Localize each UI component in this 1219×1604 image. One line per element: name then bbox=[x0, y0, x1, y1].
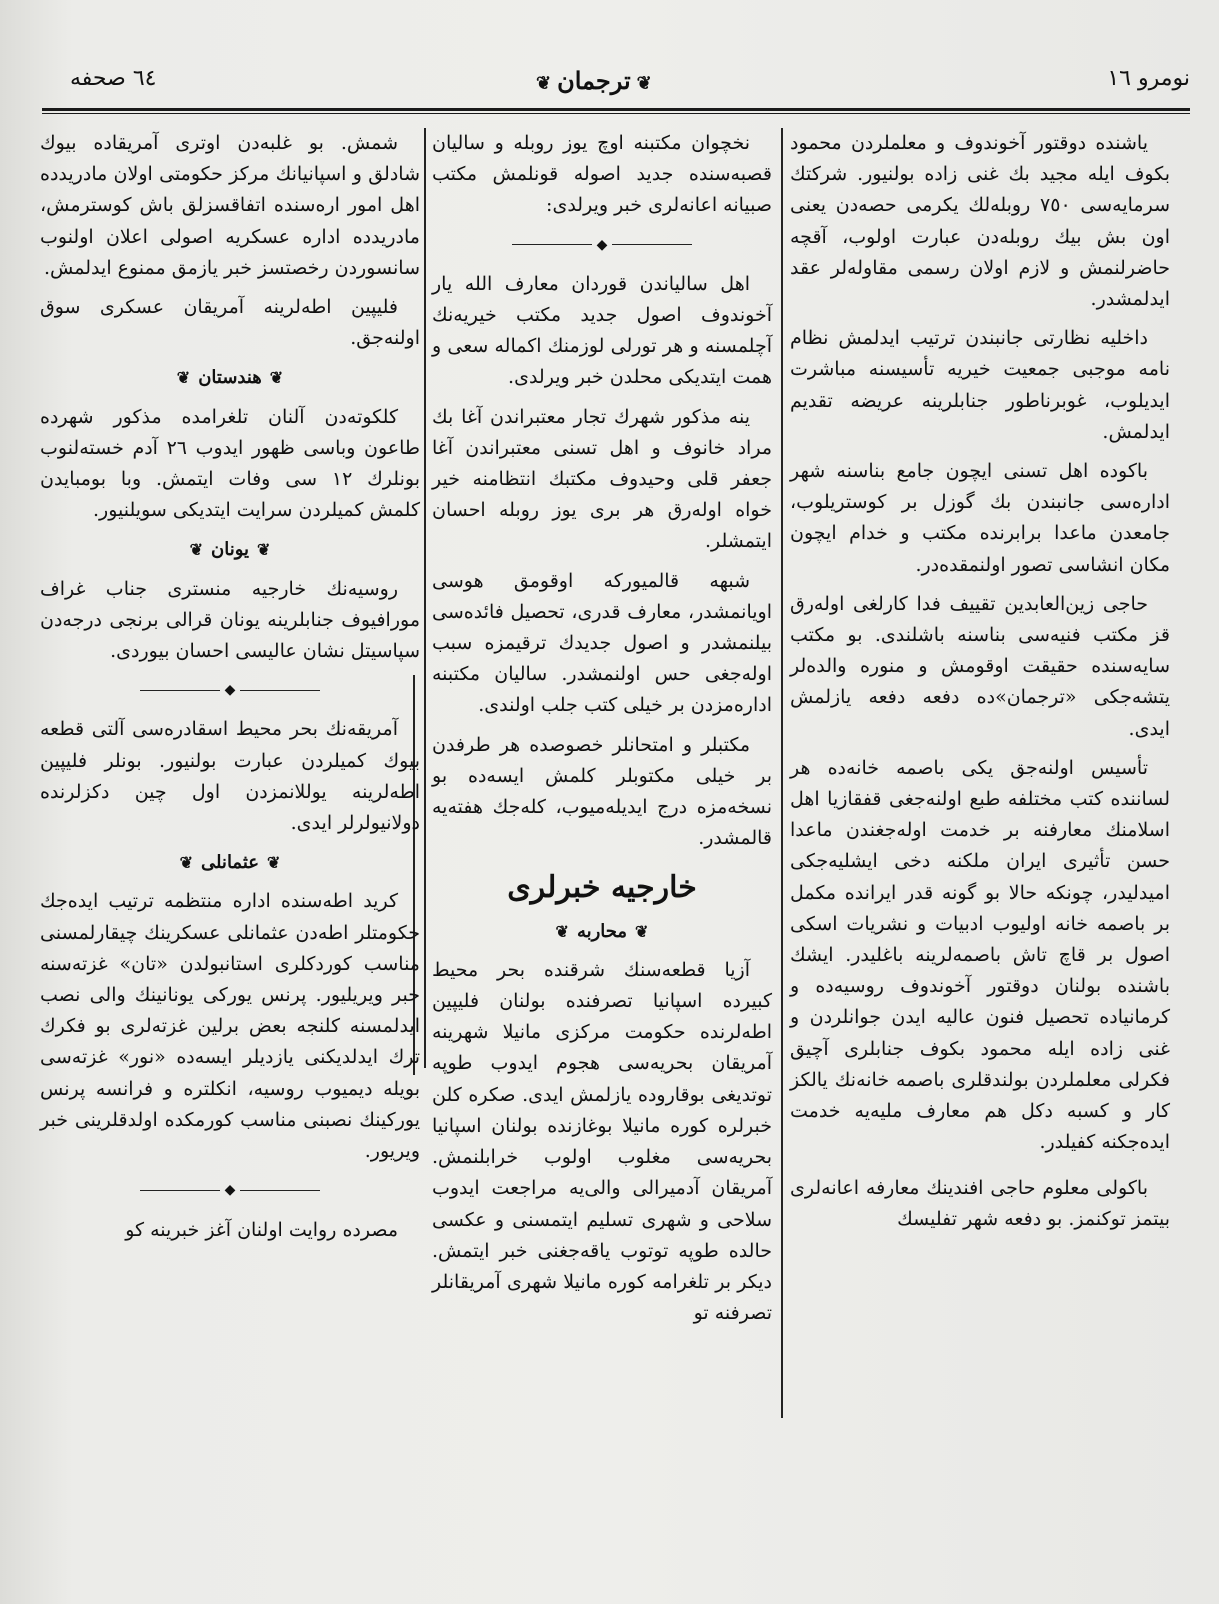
column-middle bbox=[432, 128, 772, 1588]
paragraph: تأسیس اولنه‌جق یکی باصمه خانه‌ده هر لساننده کتب مختلفه طبع اولنه‌جغی قفقازیا اهل اسلامنك معارفنه بر خدمت اوله‌جغندن ماعدا حسن تأثیری ایران ملکنه دخی ایشلیه‌جکی امیدلیدر، چونکه حالا بو گونه قدر ایرانده مکمل بر باصمه خانه اولیوب ادبیات و نشریات اسکی اصول بر قاچ تاش باصمه‌لرینه باغلیدر. ایشك باشنده بولنان دوقتور آخوندوف روسیه‌ده و کرمانیاده تحصیل فنون عالیه ایدن جوانلردن و غنی زاده ایله محمود بکوف جنابلری آچیق فکرلی معلملردن بولندقلری باصمه خانه‌نك یالکز کار و کسبه دکل هم معارف ملیه‌یه خدمت ایده‌جکنه کفیلدر. bbox=[790, 756, 1170, 1154]
subsection-heading-text: هندستان bbox=[198, 367, 262, 389]
paragraph: ینه مذکور شهرك تجار معتبراندن آغا بك مراد خانوف و اهل تسنی معتبراندن آغا جعفر قلی وحیدوف مکتبك انتظامنه خیر خواه اوله‌رق هر بری یوز روبله احسان ایتمشلر. bbox=[432, 405, 772, 553]
paragraph: اهل سالیاندن قوردان معارف الله یار آخوندوف اصول جدید مکتب خیریه‌نك آچلمسنه و هر تورلی لوزمنك اکماله سعی و همت ایتدیکی محلدن خبر ویرلدی. bbox=[432, 272, 772, 389]
paragraph: شمش. بو غلبه‌دن اوتری آمریقاده بیوك شادلق و اسپانیانك مرکز حکومتی اولان مادریدده اهل امور اره‌سنده اتفاقسزلق باش کوسترمش، مادریدده اداره عسکریه اصولی اعلان اولنوب سانسوردن رخصتسز خبر یازمق ممنوع ایدلمش. bbox=[40, 132, 420, 279]
paragraph: نخچوان مکتبنه اوچ یوز روبله و سالیان قصبه‌سنده جدید اصوله قونلمش مکتب صبیانه اعانه‌لری خبر ویرلدی: bbox=[432, 132, 772, 217]
ornament-icon: ❦ bbox=[179, 853, 193, 873]
ornament-icon: ❦ bbox=[635, 921, 649, 941]
paragraph: مصرده روایت اولنان آغز خبرینه کو bbox=[125, 1218, 398, 1241]
ornament-icon: ❦ bbox=[257, 540, 271, 560]
subsection-heading-india bbox=[40, 362, 420, 393]
paragraph: کلکوته‌دن آلنان تلغرامده مذکور شهرده طاعون وباسی ظهور ایدوب ٢٦ آدم خسته‌لنوب بونلرك ١٢ سی وفات ایتمش. وبا بومبایدن کلمش کمیلردن سرایت ایتدیکی سویلنیور. bbox=[40, 405, 421, 522]
page-header bbox=[40, 62, 1190, 102]
ornament-icon: ❦ bbox=[267, 853, 281, 873]
paragraph: شبهه قالمیورکه اوقومق هوسی اویانمشدر، معارف قدری، تحصیل فائده‌سی بیلنمشدر و اصول جدیدك ترقیمزه سبب اوله‌جغی حس اولنمشدر. سالیان مکتبنه اداره‌مزدن بر خیلی کتب جلب اولندی. bbox=[432, 569, 772, 717]
ornament-icon: ❦ bbox=[269, 368, 284, 388]
header-rule bbox=[42, 108, 1190, 111]
section-divider: ◆ bbox=[40, 1175, 420, 1206]
paragraph: روسیه‌نك خارجیه منستری جناب غراف مورافیوف جنابلرینه یونان قرالی برنجی درجه‌دن سپاسیتل نشان عالیسی احسان بیوردی. bbox=[40, 577, 420, 663]
column-left bbox=[40, 128, 420, 1588]
section-divider: ◆ bbox=[40, 675, 420, 706]
paragraph: آمریقه‌نك بحر محیط اسقادره‌سی آلتی قطعه بیوك کمیلردن عبارت بولنیور. بونلر فلیپین اطه‌لرینه یوللانمزدن اول چین دکزلرنده دولانیولرلر ایدی. bbox=[40, 718, 420, 835]
subsection-heading-ottoman bbox=[40, 847, 420, 878]
section-title-foreign-news: خارجیه خبرلری bbox=[507, 870, 697, 906]
ornament-icon: ❦ bbox=[536, 73, 552, 94]
paragraph: فلیپین اطه‌لرینه آمریقان عسکری سوق اولنه‌جق. bbox=[40, 296, 420, 350]
masthead-title bbox=[530, 66, 658, 95]
section-divider: ◆ bbox=[432, 230, 772, 261]
column-rule-right bbox=[781, 128, 783, 1418]
paragraph: باکولی معلوم حاجی افندینك معارفه اعانه‌لری بیتمز توکنمز. بو دفعه شهر تفلیسك bbox=[790, 1176, 1170, 1230]
ornament-icon: ❦ bbox=[636, 73, 652, 94]
paragraph: مکتبلر و امتحانلر خصوصده هر طرفدن بر خیلی مکتوبلر کلمش ایسه‌ده بو نسخه‌مزه درج ایدیله‌میوب، کله‌جك هفته‌یه قالمشدر. bbox=[432, 733, 772, 850]
subsection-heading-war bbox=[432, 916, 772, 947]
paragraph: حاجی زین‌العابدین تقییف فدا کارلغی اوله‌رق قز مکتب فنیه‌سی بناسنه باشلندی. بو مکتب سایه‌سنده حقیقت اوقومش و منوره والده‌لر یتشه‌جکی «ترجمان»ده دفعه دفعه یازلمش ایدی. bbox=[790, 592, 1170, 740]
issue-number: نومرو ١٦ bbox=[1107, 66, 1190, 91]
paragraph: کرید اطه‌سنده اداره منتظمه ترتیب ایده‌جك حکومتلر اطه‌دن عثمانلی عسکرینك چیقارلمسنی مناسب کوردکلری استانبولدن «تان» غزته‌سنه خبر ویریلیور. پرنس یورکی یونانینك والی نصب ایدلمسنه کلنجه بعض برلین غزته‌لری بو فکرك ترك ایدلدیکنی یازدیلر ایسه‌ده «نور» غزته‌سی بویله دیمیوب روسیه، انکلتره و فرانسه پرنس یورکینك نصبنی مناسب کورمکده اولدقلرینی خبر ویریور. bbox=[40, 890, 420, 1163]
column-right bbox=[790, 128, 1170, 1588]
masthead-title-text: ترجمان bbox=[557, 66, 631, 95]
paragraph: باکوده اهل تسنی ایچون جامع بناسنه شهر اداره‌سی جانبندن بك گوزل بر کوستریلوب، جامعدن ماعدا برابرنده مکتب و خدام ایچون مکان انشاسی تصور اولنمقده‌در. bbox=[790, 460, 1170, 576]
paragraph: یاشنده دوقتور آخوندوف و معلملردن محمود بکوف ایله مجید بك غنی زاده بولنیور. شرکتك سرمایه‌سی ٧٥٠ روبله‌لك یکرمی حصه‌دن یعنی اون بش بیك روبله‌دن عبارت اولوب، آقچه حاضرلنمش و لازم اولان رسمی مقاوله‌لر عقد ایدلمشدر. bbox=[790, 132, 1171, 311]
paragraph: داخلیه نظارتی جانبندن ترتیب ایدلمش نظام نامه موجبی جمعیت خیریه تأسیسنه مباشرت ایدیلوب، غوبرناطور جنابلرینه عریضه تقدیم ایدلمش. bbox=[790, 327, 1170, 443]
paragraph: آزیا قطعه‌سنك شرقنده بحر محیط کبیرده اسپانیا تصرفنده بولنان فلیپین اطه‌لرنده حکومت مرکزی مانیلا شهرینه آمریقان بحریه‌سی هجوم ایدوب طوپه توتدیغی بوقارودە یازلمش ایدی. صکره کلن خبرلره کوره مانیلا بوغازنده بولنان اسپانیا بحریه‌سی مغلوب اولوب خرابلنمش. آمریقان آدمیرالی والی‌یه مراجعت ایدوب سلاحی و شهری تسلیم ایتمسنی و عکسی حالده طوپه توتوب یاقه‌جغنی خبر ایتمش. دیکر بر تلغرامه کوره مانیلا شهری آمریقانلر تصرفنه تو bbox=[432, 958, 772, 1325]
subsection-heading-greece bbox=[40, 534, 420, 565]
ornament-icon: ❦ bbox=[189, 540, 203, 560]
ornament-icon: ❦ bbox=[176, 368, 191, 388]
column-rule-left-upper bbox=[424, 128, 426, 1068]
page-number: ٦٤ صحفه bbox=[70, 66, 157, 91]
subsection-heading-text: محاربه bbox=[576, 920, 628, 942]
subsection-heading-text: یونان bbox=[210, 539, 250, 561]
header-rule-thin bbox=[42, 113, 1190, 114]
subsection-heading-text: عثمانلی bbox=[200, 852, 260, 874]
ornament-icon: ❦ bbox=[555, 921, 569, 941]
